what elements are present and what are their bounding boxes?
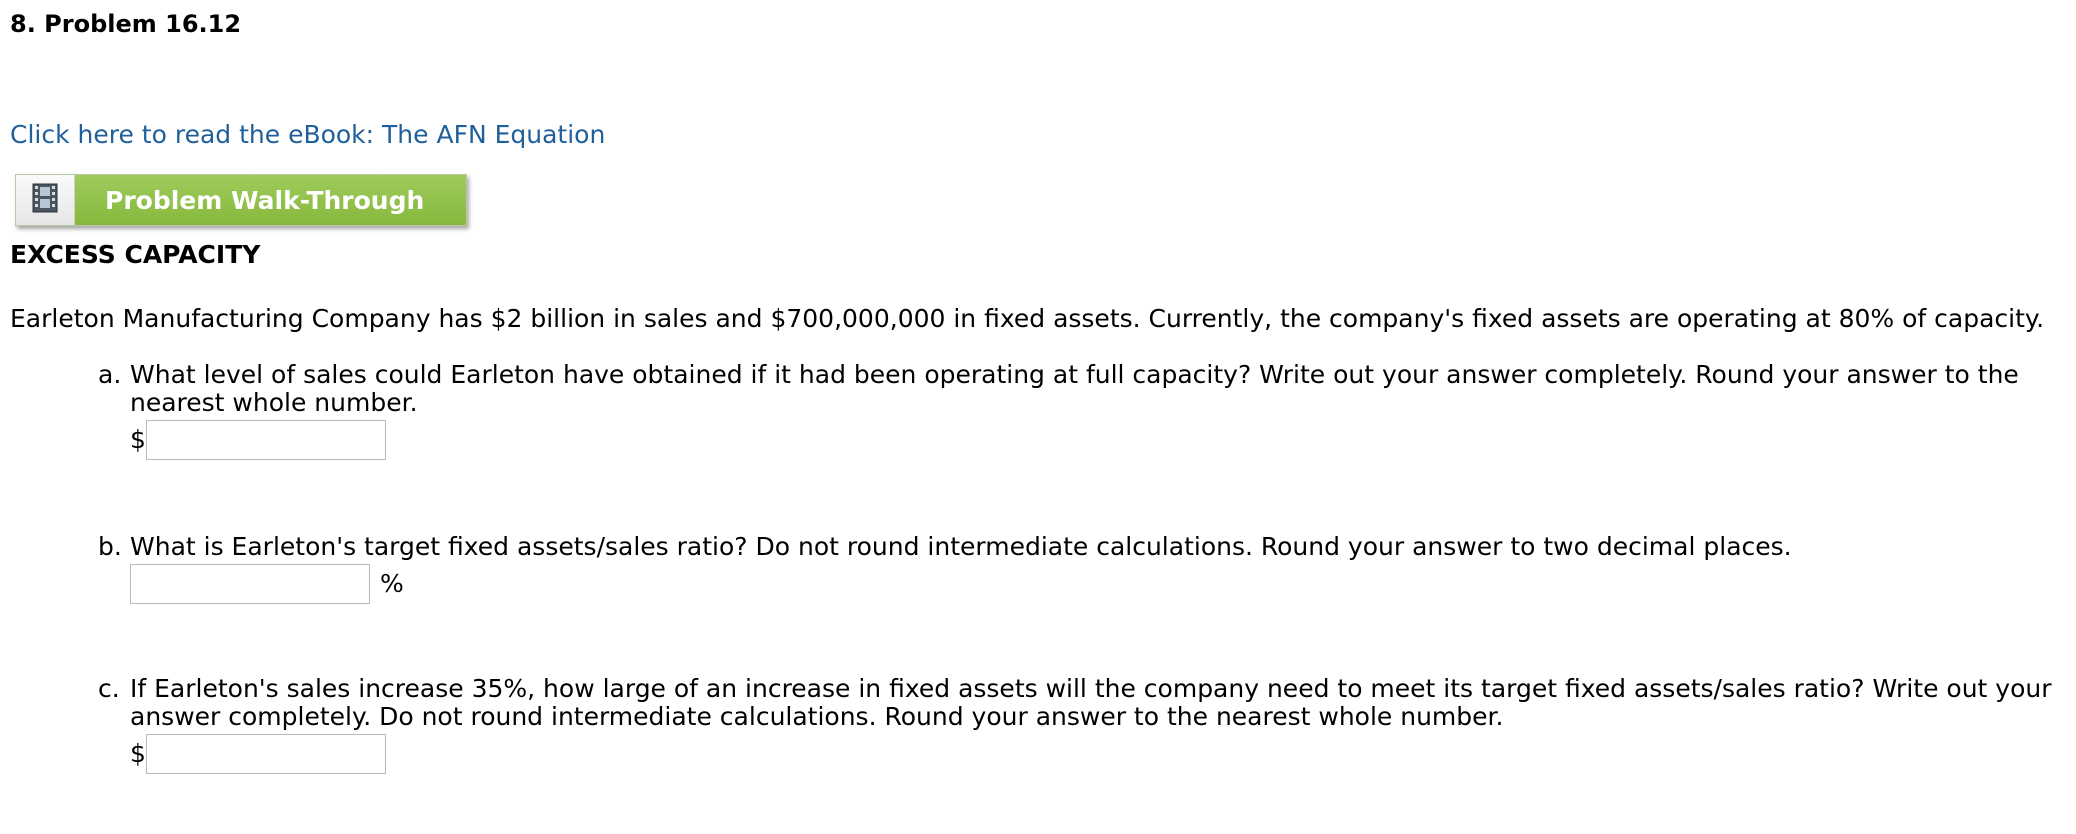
intro-text: Earleton Manufacturing Company has $2 billion in sales and $700,000,000 in fixed assets. Currently, the company's fixed assets are operating at 80% of capacity.	[10, 304, 2045, 333]
percent-suffix: %	[380, 569, 404, 598]
answer-input-b[interactable]	[130, 564, 370, 604]
problem-walkthrough-button[interactable]	[15, 174, 467, 226]
section-heading: EXCESS CAPACITY	[10, 240, 261, 269]
dollar-prefix: $	[130, 739, 146, 768]
problem-heading: 8. Problem 16.12	[10, 10, 242, 38]
film-icon	[32, 183, 58, 217]
walkthrough-icon-box	[16, 175, 75, 225]
question-letter: a.	[98, 360, 122, 389]
question-b	[98, 533, 2058, 605]
answer-row	[130, 733, 2058, 775]
question-text: What level of sales could Earleton have obtained if it had been operating at full capacity? Write out your answer completely. Round your answer to the nearest whole number.	[130, 360, 2019, 417]
question-letter: b.	[98, 532, 122, 561]
question-c	[98, 675, 2058, 775]
answer-row	[130, 419, 2058, 461]
walkthrough-label: Problem Walk-Through	[75, 175, 466, 225]
ebook-link[interactable]: Click here to read the eBook: The AFN Equation	[10, 120, 606, 149]
dollar-prefix: $	[130, 425, 146, 454]
answer-input-c[interactable]	[146, 734, 386, 774]
answer-row	[130, 563, 2058, 605]
question-text: If Earleton's sales increase 35%, how large of an increase in fixed assets will the company need to meet its target fixed assets/sales ratio? Write out your answer completely. Do not round intermediate calculations. Round your answer to the nearest whole number.	[130, 674, 2052, 731]
question-a	[98, 361, 2058, 461]
question-text: What is Earleton's target fixed assets/sales ratio? Do not round intermediate calculations. Round your answer to two decimal places.	[130, 532, 1792, 561]
question-letter: c.	[98, 674, 120, 703]
answer-input-a[interactable]	[146, 420, 386, 460]
